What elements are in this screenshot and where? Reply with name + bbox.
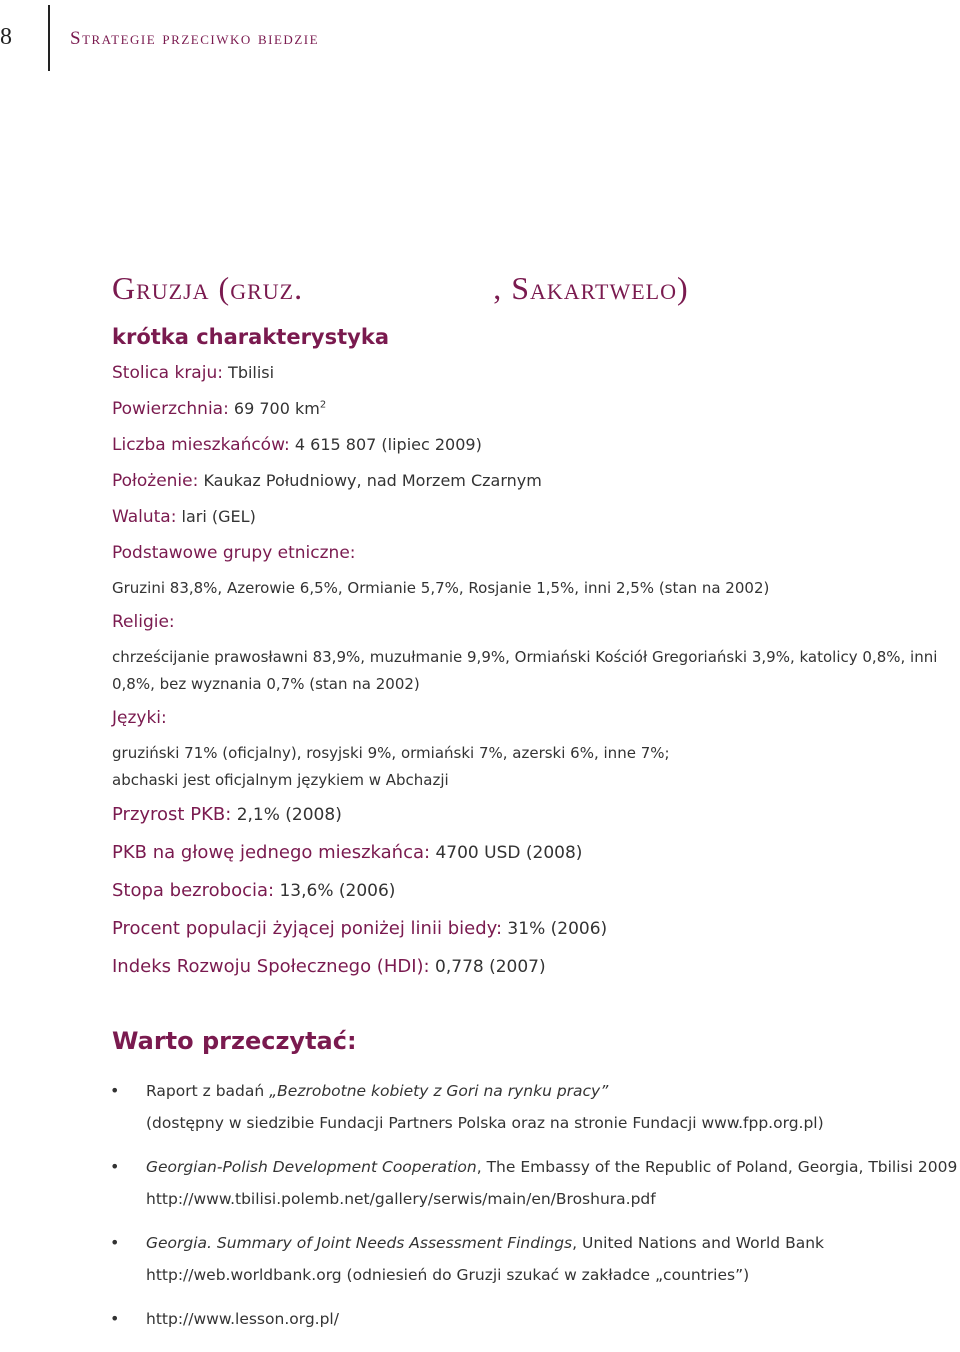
reading-item <box>110 1227 956 1291</box>
indicator-label: Procent populacji żyjącej poniżej linii biedy: <box>112 918 503 939</box>
section-label: Podstawowe grupy etniczne: <box>112 543 356 563</box>
country-title: Gruzja (gruz. საქართველო, Sakartwelo) <box>112 270 689 306</box>
reading-title-italic: „Bezrobotne kobiety z Gori na rynku pracy” <box>269 1082 609 1100</box>
reading-item <box>110 1151 956 1215</box>
indicator-row <box>112 880 958 901</box>
reading-line <box>146 1075 956 1107</box>
indicator-label: Przyrost PKB: <box>112 804 232 825</box>
indicator-label: Stopa bezrobocia: <box>112 880 275 901</box>
running-title: Strategie przeciwko biedzie <box>70 28 320 49</box>
fact-row <box>112 363 958 383</box>
reading-line <box>146 1151 956 1183</box>
indicator-row <box>112 956 958 977</box>
indicator-label: PKB na głowę jednego mieszkańca: <box>112 842 431 863</box>
fact-row <box>112 507 958 527</box>
indicator-value: 13,6% (2006) <box>274 881 396 901</box>
reading-source: http://www.tbilisi.polemb.net/gallery/serwis/main/en/Broshura.pdf <box>146 1190 656 1208</box>
reading-source: http://web.worldbank.org (odniesień do Gruzji szukać w zakładce „countries”) <box>146 1266 750 1284</box>
bullet-icon: • <box>110 1309 120 1328</box>
reading-text: http://www.lesson.org.pl/ <box>146 1310 339 1328</box>
section-label: Religie: <box>112 612 175 632</box>
bullet-icon: • <box>110 1233 120 1252</box>
fact-value: Tbilisi <box>222 363 275 382</box>
reading-item <box>110 1303 956 1335</box>
reading-text: , The Embassy of the Republic of Poland, Georgia, Tbilisi 2009 <box>476 1158 958 1176</box>
fact-label: Stolica kraju: <box>112 363 223 383</box>
indicator-row <box>112 804 958 825</box>
section-text: chrześcijanie prawosławni 83,9%, muzułmanie 9,9%, Ormiański Kościół Gregoriański 3,9%, katolicy 0,8%, inni 0,8%, bez wyznania 0,7% (stan na 2002) <box>112 648 938 693</box>
header-divider <box>48 5 50 71</box>
fact-row <box>112 435 958 455</box>
reading-line <box>146 1303 956 1335</box>
reading-text: Raport z badań <box>146 1082 270 1100</box>
fact-superscript: 2 <box>319 399 327 411</box>
basic-facts <box>112 363 958 527</box>
economic-indicators <box>112 804 958 977</box>
fact-value: Kaukaz Południowy, nad Morzem Czarnym <box>198 471 542 490</box>
section-text <box>112 740 958 794</box>
reading-item <box>110 1075 956 1139</box>
indicator-value: 31% (2006) <box>502 919 608 939</box>
fact-label: Waluta: <box>112 507 177 527</box>
indicator-value: 0,778 (2007) <box>429 957 546 977</box>
indicator-row <box>112 918 958 939</box>
reading-title-italic: Georgia. Summary of Joint Needs Assessment Findings <box>146 1234 573 1252</box>
fact-row <box>112 399 958 419</box>
fact-value: 4 615 807 (lipiec 2009) <box>289 435 482 454</box>
demographic-sections <box>112 543 958 794</box>
reading-line <box>146 1227 956 1259</box>
fact-label: Położenie: <box>112 471 199 491</box>
fact-label: Powierzchnia: <box>112 399 229 419</box>
indicator-row <box>112 842 958 863</box>
indicator-value: 2,1% (2008) <box>231 805 342 825</box>
fact-row <box>112 471 958 491</box>
reading-title-italic: Georgian-Polish Development Cooperation <box>146 1158 477 1176</box>
fact-value: 69 700 km <box>228 399 320 418</box>
fact-value: lari (GEL) <box>176 507 256 526</box>
section-text-line: gruziński 71% (oficjalny), rosyjski 9%, ormiański 7%, azerski 6%, inne 7%; <box>112 744 670 762</box>
bullet-icon: • <box>110 1157 120 1176</box>
section-subtitle: krótka charakterystyka <box>112 325 389 349</box>
indicator-label: Indeks Rozwoju Społecznego (HDI): <box>112 956 430 977</box>
reading-list <box>110 1075 956 1335</box>
reading-source: (dostępny w siedzibie Fundacji Partners Polska oraz na stronie Fundacji www.fpp.org.pl) <box>146 1114 824 1132</box>
reading-title: Warto przeczytać: <box>112 1027 357 1055</box>
fact-label: Liczba mieszkańców: <box>112 435 290 455</box>
country-profile <box>112 270 958 1347</box>
bullet-icon: • <box>110 1081 120 1100</box>
indicator-value: 4700 USD (2008) <box>430 843 583 863</box>
page-number: 8 <box>0 24 12 50</box>
section-label: Języki: <box>112 708 167 728</box>
section-text-line: abchaski jest oficjalnym językiem w Abchazji <box>112 771 449 789</box>
reading-text: , United Nations and World Bank <box>572 1234 825 1252</box>
section-text: Gruzini 83,8%, Azerowie 6,5%, Ormianie 5,7%, Rosjanie 1,5%, inni 2,5% (stan na 2002) <box>112 579 770 597</box>
